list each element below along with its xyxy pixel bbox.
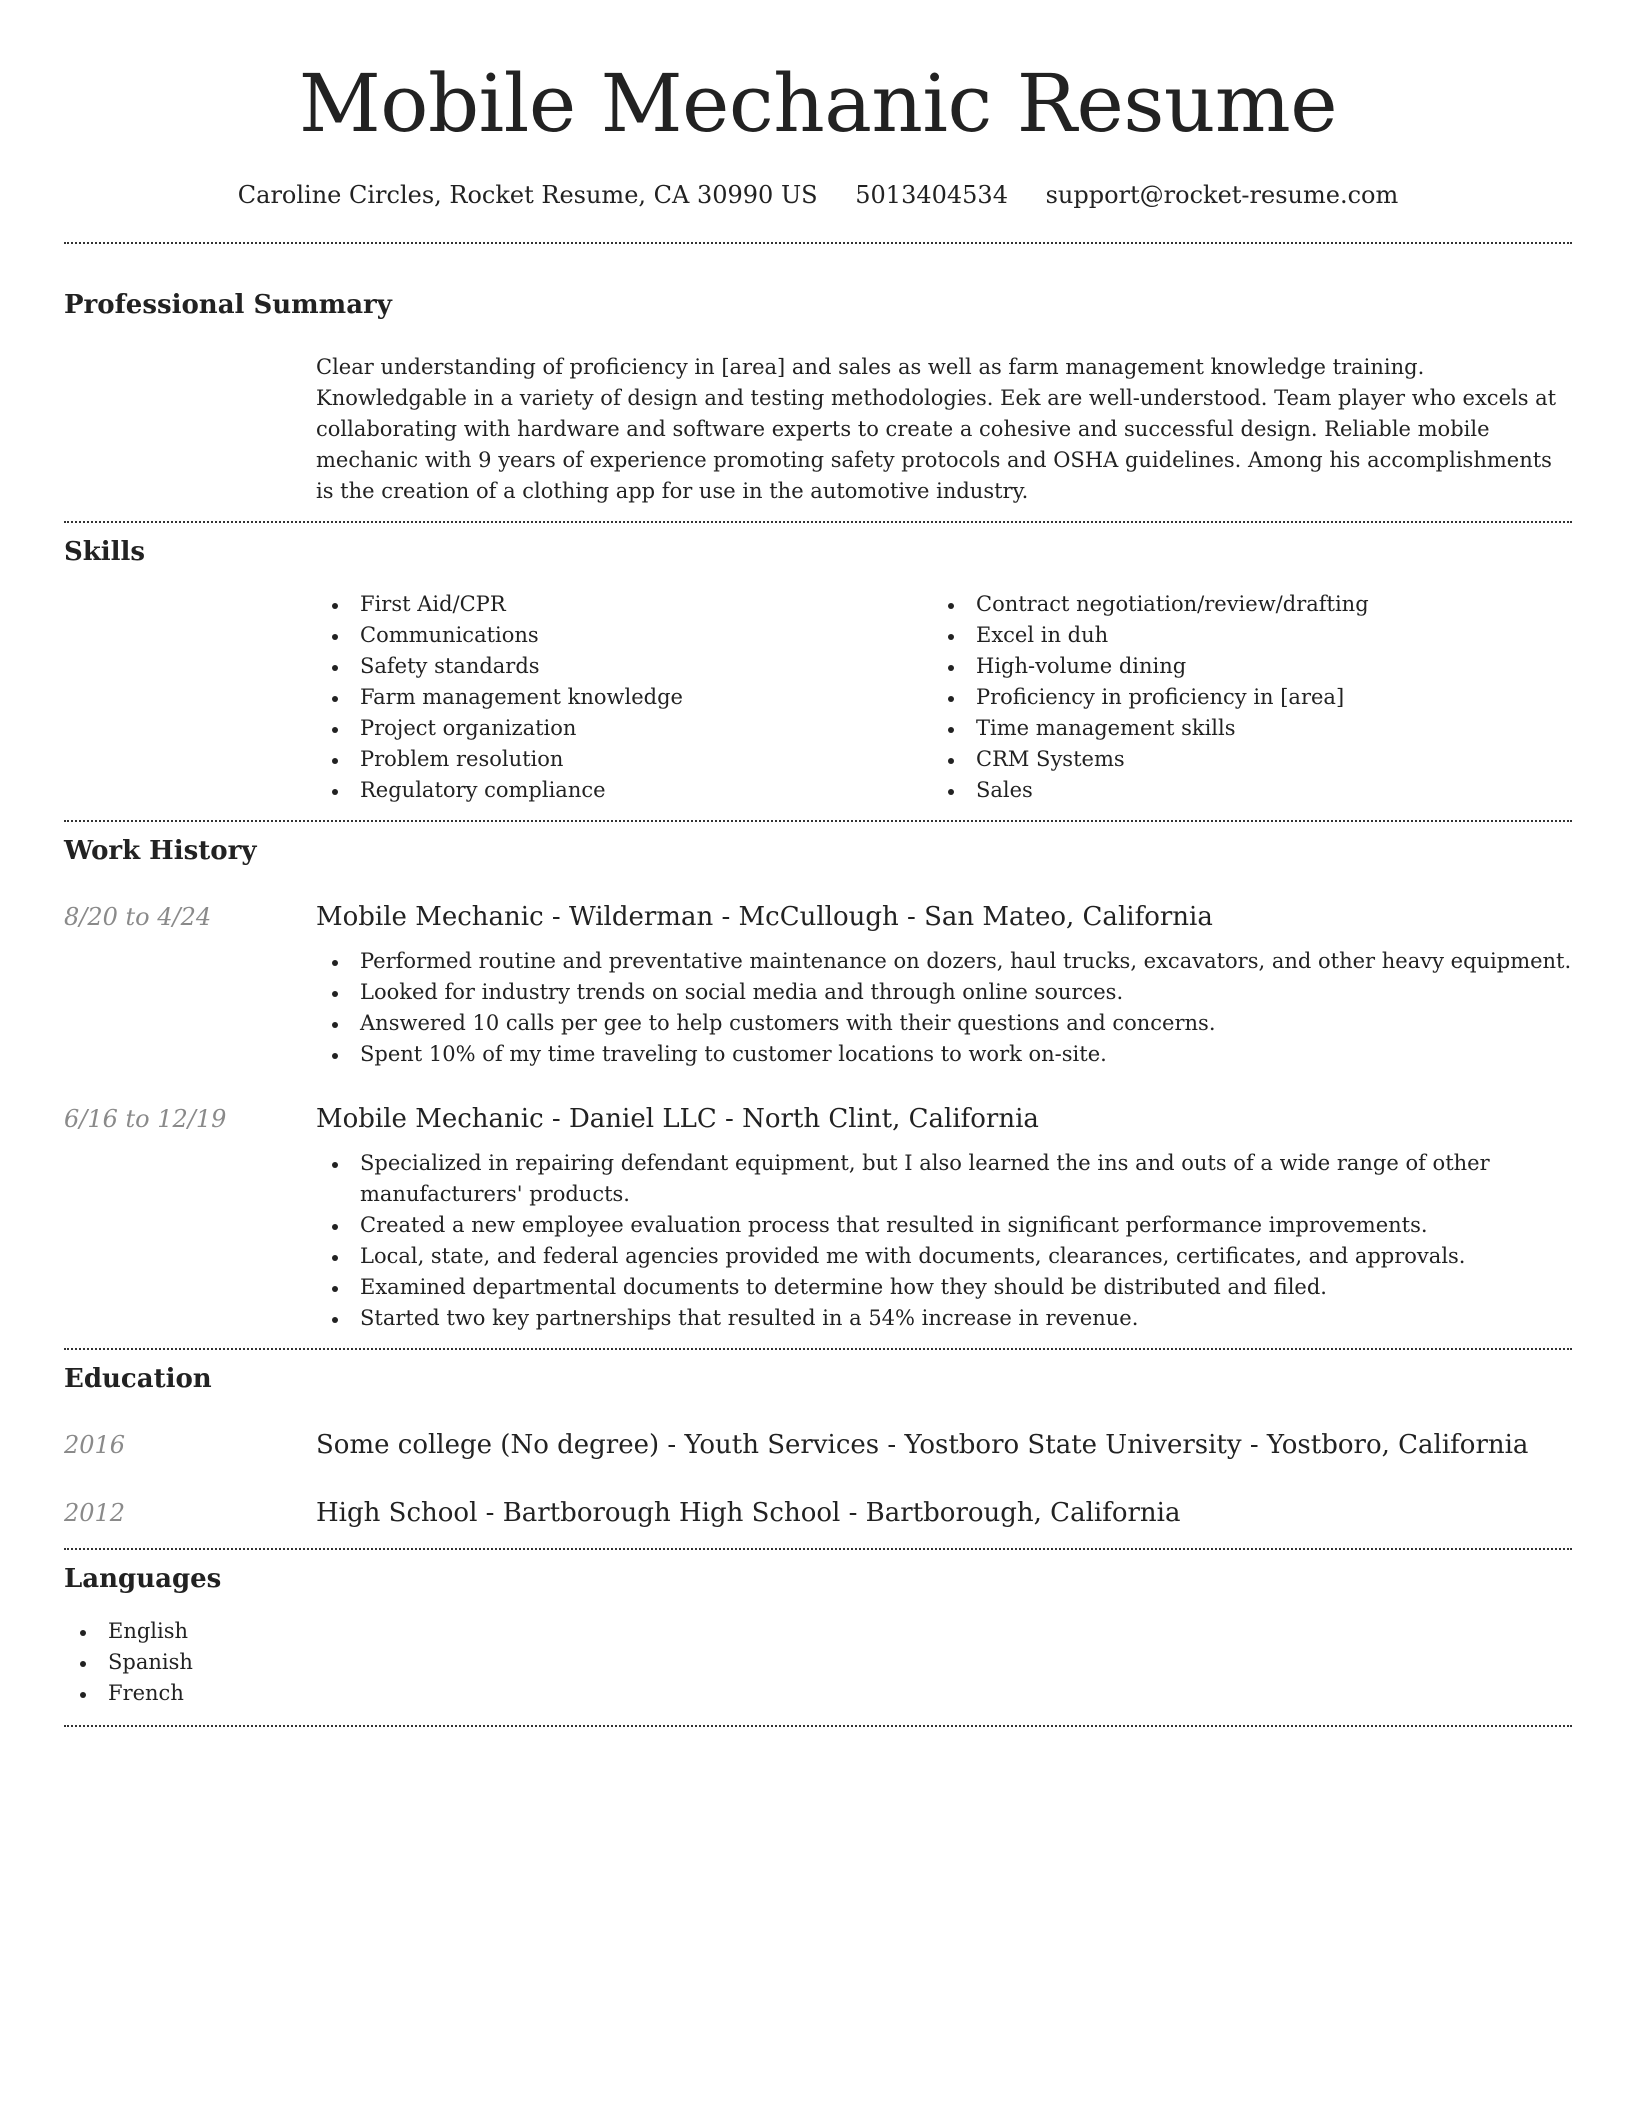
job-entry [64, 900, 1572, 1070]
summary-title: Professional Summary [64, 290, 392, 320]
language-item: French [64, 1678, 1572, 1709]
job-bullet: Local, state, and federal agencies provided me with documents, clearances, certificates, and approvals. [316, 1241, 1572, 1272]
languages-title: Languages [64, 1564, 222, 1594]
job-bullet: Specialized in repairing defendant equipment, but I also learned the ins and outs of a wide range of other manufacturers' products. [316, 1148, 1572, 1210]
skill-item: Time management skills [932, 713, 1548, 744]
skill-item: Safety standards [316, 651, 932, 682]
languages-list [64, 1616, 1572, 1709]
skills-title: Skills [64, 537, 146, 567]
job-dates: 6/16 to 12/19 [64, 1105, 227, 1133]
languages-section [64, 1550, 1572, 1725]
skill-item: Farm management knowledge [316, 682, 932, 713]
skills-list-left [316, 589, 932, 806]
education-text: Some college (No degree) - Youth Services - Yostboro State University - Yostboro, California [316, 1430, 1529, 1460]
skill-item: Problem resolution [316, 744, 932, 775]
skill-item: Sales [932, 775, 1548, 806]
skill-item: Communications [316, 620, 932, 651]
skill-item: First Aid/CPR [316, 589, 932, 620]
section-divider [64, 1725, 1572, 1727]
skill-item: Excel in duh [932, 620, 1548, 651]
skill-item: High-volume dining [932, 651, 1548, 682]
job-details [316, 900, 1572, 1070]
contact-address: Caroline Circles, Rocket Resume, CA 30990 US [237, 181, 818, 209]
skill-item: Proficiency in proficiency in [area] [932, 682, 1548, 713]
skill-item: Regulatory compliance [316, 775, 932, 806]
job-heading: Mobile Mechanic - Daniel LLC - North Clint, California [316, 1104, 1039, 1134]
contact-phone: 5013404534 [855, 181, 1008, 209]
language-item: English [64, 1616, 1572, 1647]
education-year: 2012 [64, 1499, 126, 1527]
education-text: High School - Bartborough High School - Bartborough, California [316, 1498, 1181, 1528]
education-entry [64, 1496, 1572, 1530]
job-bullets [316, 946, 1572, 1070]
job-entry [64, 1102, 1572, 1334]
work-history-title: Work History [64, 836, 257, 866]
resume-page [64, 0, 1572, 1727]
job-heading: Mobile Mechanic - Wilderman - McCullough - San Mateo, California [316, 902, 1213, 932]
skill-item: Project organization [316, 713, 932, 744]
education-title: Education [64, 1364, 212, 1394]
job-bullet: Examined departmental documents to determine how they should be distributed and filed. [316, 1272, 1572, 1303]
skills-columns [316, 589, 1572, 806]
summary-text: Clear understanding of proficiency in [area] and sales as well as farm management knowledge training. Knowledgable in a variety of design and testing methodologies. Eek are well-understood. Team player who excels at collaborating with hardware and software experts to create a cohesive and successful design. Reliable mobile mechanic with 9 years of experience promoting safety protocols and OSHA guidelines. Among his accomplishments is the creation of a clothing app for use in the automotive industry. [316, 355, 1557, 503]
education-year: 2016 [64, 1431, 126, 1459]
summary-section [64, 244, 1572, 521]
contact-line [64, 178, 1572, 212]
language-item: Spanish [64, 1647, 1572, 1678]
job-dates: 8/20 to 4/24 [64, 903, 212, 931]
job-details [316, 1102, 1572, 1334]
job-bullet: Looked for industry trends on social media and through online sources. [316, 977, 1572, 1008]
job-bullet: Created a new employee evaluation process that resulted in significant performance improvements. [316, 1210, 1572, 1241]
work-history-section [64, 822, 1572, 1348]
job-bullet: Spent 10% of my time traveling to customer locations to work on-site. [316, 1039, 1572, 1070]
education-section [64, 1350, 1572, 1548]
job-bullet: Started two key partnerships that resulted in a 54% increase in revenue. [316, 1303, 1572, 1334]
job-bullet: Performed routine and preventative maintenance on dozers, haul trucks, excavators, and other heavy equipment. [316, 946, 1572, 977]
skill-item: Contract negotiation/review/drafting [932, 589, 1548, 620]
resume-title: Mobile Mechanic Resume [298, 57, 1338, 150]
contact-email: support@rocket-resume.com [1045, 181, 1399, 209]
education-entry [64, 1428, 1572, 1462]
skills-section [64, 523, 1572, 820]
skills-list-right [932, 589, 1548, 806]
job-bullet: Answered 10 calls per gee to help customers with their questions and concerns. [316, 1008, 1572, 1039]
job-bullets [316, 1148, 1572, 1334]
skill-item: CRM Systems [932, 744, 1548, 775]
